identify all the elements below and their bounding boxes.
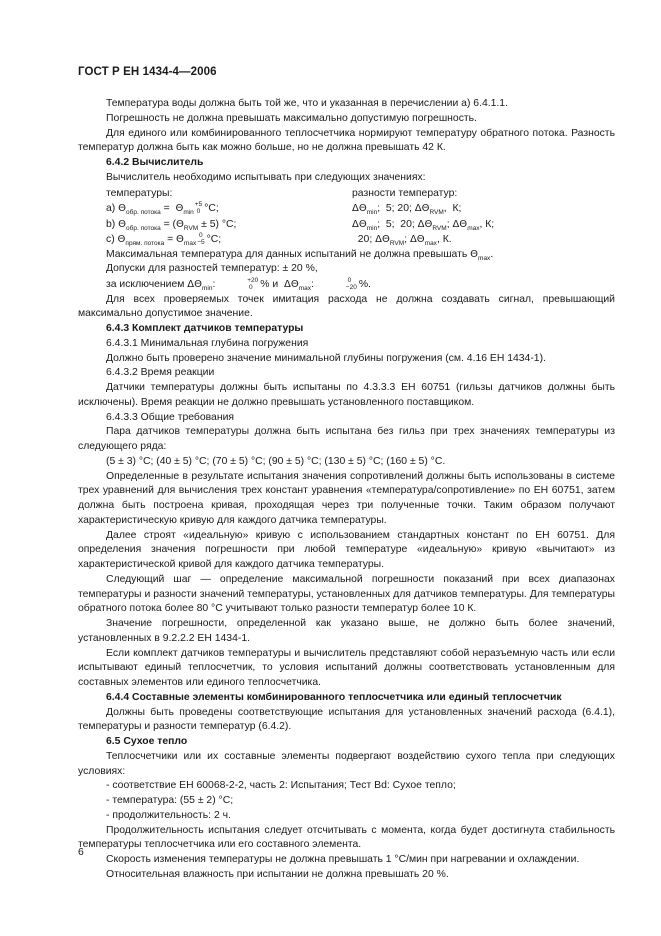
paragraph: Относительная влажность при испытании не должна превышать 20 %. xyxy=(106,868,449,880)
paragraph: Пара датчиков температуры должна быть испытана без гильз при трех значениях температуры из следующего ряда: xyxy=(78,426,615,452)
paragraph: Вычислитель необходимо испытывать при следующих значениях: xyxy=(106,171,426,183)
formula-b-temperature: b) $\Theta_{обр. потока} = (\Theta_{RVM} \pm 5)$ °C; xyxy=(106,218,237,232)
paragraph-tolerance-exceptions: за исключением $\Delta\Theta_{min}$: +20 0 % и $\Delta\Theta_{max}$: 0 −20 %. xyxy=(106,277,371,292)
paragraph: Если комплект датчиков температуры и вычислитель представляют собой неразъемную часть или если испытывают единый теплосчетчик, то условия испытаний должны соответствовать установленным для составных элементов или единого теплосчетчика. xyxy=(78,647,615,688)
paragraph: Допуски для разностей температур: ± 20 %, xyxy=(106,263,318,275)
section-heading-6-4-2: 6.4.2 Вычислитель xyxy=(106,157,204,168)
list-item: - соответствие ЕН 60068-2-2, часть 2: Испытания; Тест Bd: Сухое тепло; xyxy=(106,780,456,792)
document-body xyxy=(78,97,615,883)
paragraph: Должно быть проверено значение минимальной глубины погружения (см. 4.16 ЕН 1434-1). xyxy=(106,352,546,364)
formula-a-difference: $\Delta\Theta_{min}$; 5; 20; $\Delta\Theta_{RVM}$, К; xyxy=(352,203,462,217)
paragraph: Погрешность не должна превышать максимально допустимую погрешность. xyxy=(106,112,477,124)
paragraph: Максимальная температура для данных испытаний не должна превышать $\Theta_{max}$. xyxy=(106,248,494,262)
formula-row-c xyxy=(78,232,615,248)
column-header-differences: разности температур: xyxy=(352,187,458,199)
paragraph: Температура воды должна быть той же, что и указанная в перечислении а) 6.4.1.1. xyxy=(106,98,508,109)
formula-row-a xyxy=(78,201,615,217)
column-header-temperatures: температуры: xyxy=(106,187,173,199)
paragraph: Датчики температуры должны быть испытаны по 4.3.3.3 ЕН 60751 (гильзы датчиков должны быть исключены). Время реакции не должно превышать установленного поставщиком. xyxy=(78,382,615,408)
list-item: - продолжительность: 2 ч. xyxy=(106,809,231,821)
paragraph-temperature-series: (5 ± 3) °C; (40 ± 5) °C; (70 ± 5) °C; (90 ± 5) °C; (130 ± 5) °C; (160 ± 5) °C. xyxy=(106,455,446,467)
document-header: ГОСТ Р ЕН 1434-4—2006 xyxy=(78,66,217,78)
formula-row-b xyxy=(78,217,615,233)
paragraph: Следующий шаг — определение максимальной погрешности показаний при всех диапазонах температуры и разности значений температуры, установленных для датчиков температуры. Для температуры обратного потока более 80 °C учитывают только разности температур более 10 К. xyxy=(78,573,615,615)
paragraph: Должны быть проведены соответствующие испытания для установленных значений расхода (6.4.1), температуры и разности температур (6.4.2). xyxy=(78,706,615,733)
subsection-heading-6-4-3-3: 6.4.3.3 Общие требования xyxy=(106,411,234,423)
list-item: - температура: (55 ± 2) °C; xyxy=(106,795,234,806)
paragraph: Далее строят «идеальную» кривую с использованием стандартных констант по ЕН 60751. Для определения значения погрешности при любой температуре «идеальную» кривую «вычитают» из характеристической кривой для каждого датчика температуры. xyxy=(78,529,615,570)
paragraph: Продолжительность испытания следует отсчитывать с момента, когда будет достигнута стабильность температуры теплосчетчика или его составного элемента. xyxy=(78,824,615,851)
formula-column-headers xyxy=(78,186,615,202)
section-heading-6-4-3: 6.4.3 Комплект датчиков температуры xyxy=(106,323,304,334)
paragraph: Для всех проверяемых точек имитация расхода не должна создавать сигнал, превышающий максимально допустимое значение. xyxy=(78,293,615,320)
section-heading-6-5: 6.5 Сухое тепло xyxy=(106,736,188,747)
subsection-heading-6-4-3-1: 6.4.3.1 Минимальная глубина погружения xyxy=(106,337,309,349)
formula-a-temperature: a) $\Theta_{обр. потока} = \Theta_{min}$ +5 0 °C; xyxy=(106,201,219,217)
page-number: 6 xyxy=(78,847,84,858)
formula-b-difference: $\Delta\Theta_{min}$; 5; 20; $\Delta\Theta_{RVM}$; $\Delta\Theta_{max}$, К; xyxy=(352,218,495,232)
formula-c-difference: 20; $\Delta\Theta_{RVM}$; $\Delta\Theta_{max}$, К. xyxy=(352,234,452,248)
paragraph: Скорость изменения температуры не должна превышать 1 °C/мин при нагревании и охлаждении. xyxy=(106,854,580,865)
paragraph: Теплосчетчики или их составные элементы подвергают воздействию сухого тепла при следующих условиях: xyxy=(78,750,615,777)
subsection-heading-6-4-3-2: 6.4.3.2 Время реакции xyxy=(106,367,215,379)
paragraph: Значение погрешности, определенной как указано выше, не должно быть более значений, установленных в 9.2.2.2 ЕН 1434-1. xyxy=(78,618,615,644)
section-heading-6-4-4: 6.4.4 Составные элементы комбинированного теплосчетчика или единый теплосчетчик xyxy=(106,691,562,703)
paragraph: Для единого или комбинированного теплосчетчика нормируют температуру обратного потока. Разность температур должна быть как можно больше, но не должна превышать 42 К. xyxy=(78,127,615,154)
formula-c-temperature: c) $\Theta_{прям. потока} = \Theta_{max}$ 0 −5 °C; xyxy=(106,232,222,248)
paragraph: Определенные в результате испытания значения сопротивлений должны быть использованы в системе трех уравнений для вычисления трех констант уравнения «температура/сопротивление» по ЕН 60751, затем должна быть построена кривая, проходящая через три полученные точки. Таким образом получают характеристическую кривую для каждого датчика температуры. xyxy=(78,470,615,526)
